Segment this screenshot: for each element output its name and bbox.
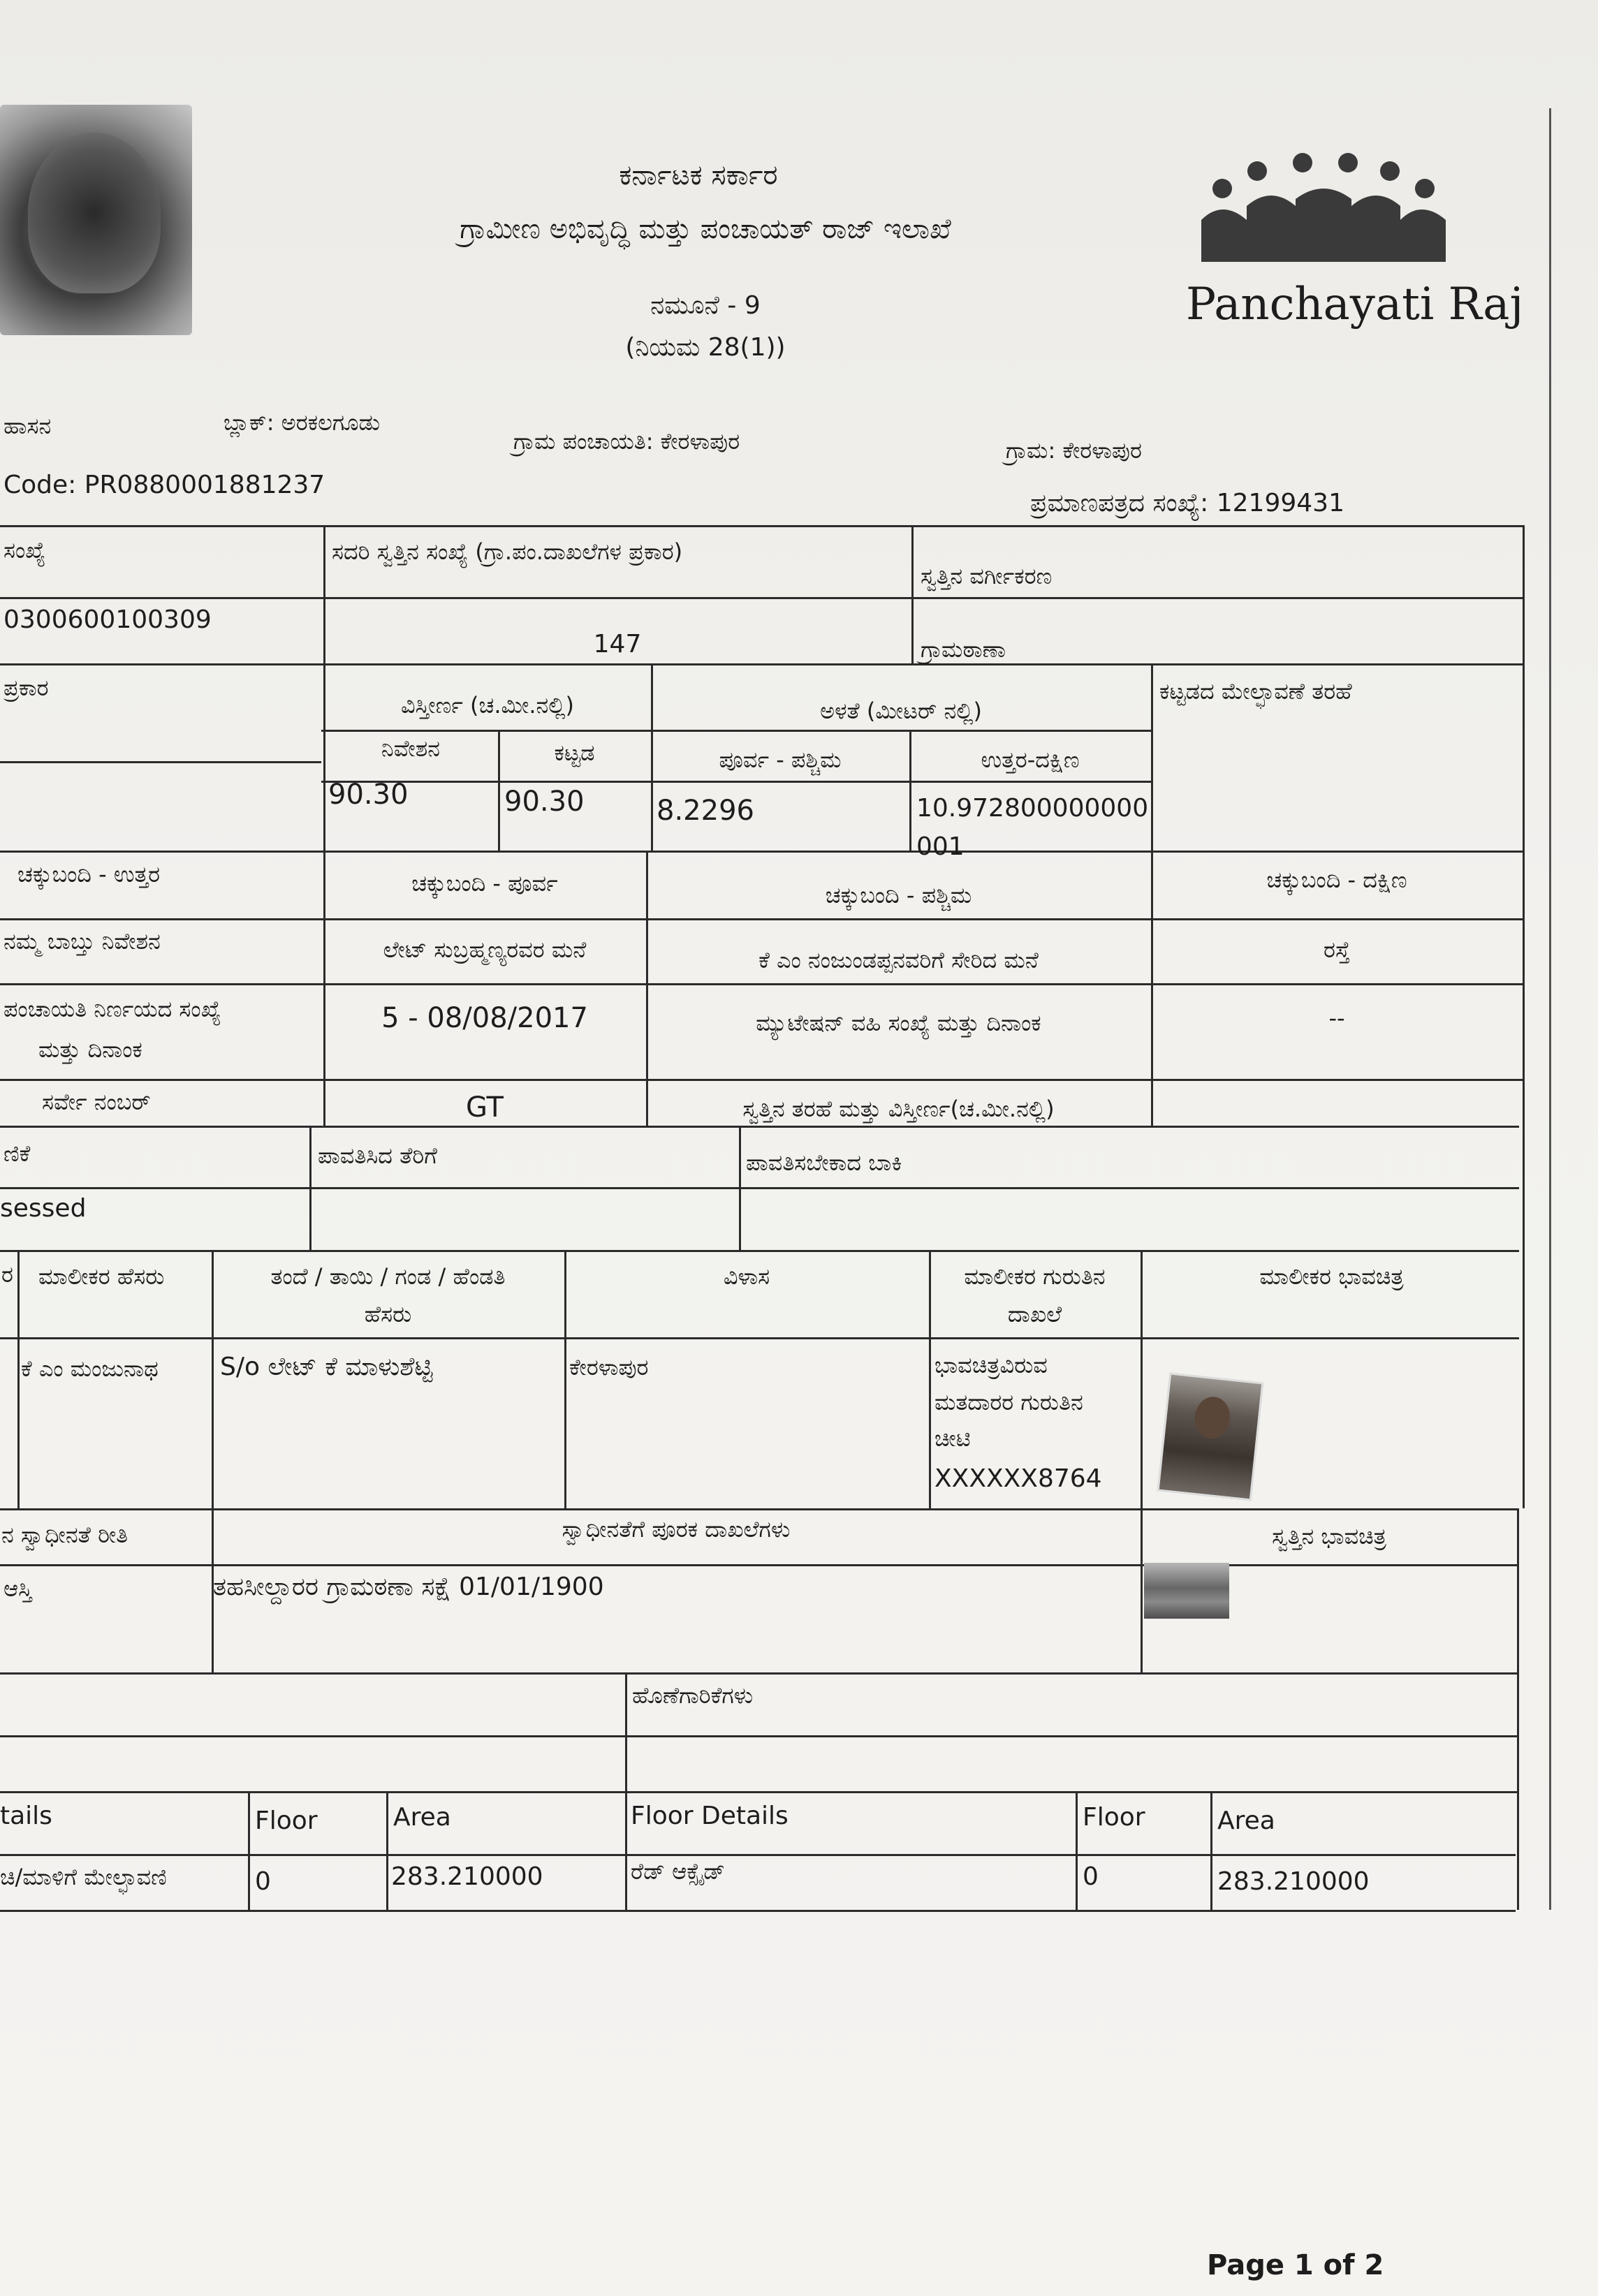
building-area-value: 90.30 bbox=[504, 786, 585, 818]
dept-title: ಗ್ರಾಮೀಣ ಅಭಿವೃದ್ಧಿ ಮತ್ತು ಪಂಚಾಯತ್ ರಾಜ್ ಇಲಾಖೆ bbox=[460, 213, 951, 245]
relation-label-2: ಹೆಸರು bbox=[364, 1301, 412, 1327]
floor-details-label-right: Floor Details bbox=[631, 1802, 789, 1830]
property-class-value: ಗ್ರಾಮಠಾಣಾ bbox=[921, 636, 1006, 663]
owner-relation: S/o ಲೇಟ್ ಕೆ ಮಾಳುಶೆಟ್ಟಿ bbox=[220, 1353, 433, 1381]
north-south-label: ಉತ್ತರ-ದಕ್ಷಿಣ bbox=[981, 746, 1080, 773]
building-label: ಕಟ್ಟಡ bbox=[554, 739, 595, 766]
rule-number: (ನಿಯಮ 28(1)) bbox=[625, 333, 786, 362]
boundary-south-label: ಚಕ್ಕುಬಂದಿ - ದಕ್ಷಿಣ bbox=[1266, 867, 1407, 893]
owner-photo-label: ಮಾಲೀಕರ ಭಾವಚಿತ್ರ bbox=[1259, 1263, 1404, 1290]
floor-details-label-left: tails bbox=[0, 1802, 52, 1830]
assessed-label: sessed bbox=[0, 1194, 87, 1223]
page-border bbox=[1549, 108, 1551, 1910]
village: ಗ್ರಾಮ: ಕೇರಳಾಪುರ bbox=[1006, 437, 1142, 464]
dimensions-label: ಅಳತೆ (ಮೀಟರ್ ನಲ್ಲಿ) bbox=[819, 698, 982, 724]
form-number: ನಮೂನೆ - 9 bbox=[650, 291, 761, 320]
roof-type-label: ಕಟ್ಟಡದ ಮೇಲ್ಛಾವಣೆ ತರಹೆ bbox=[1159, 678, 1352, 705]
area-label-left: Area bbox=[393, 1803, 451, 1832]
boundary-north-label: ಚಕ್ಕುಬಂದಿ - ಉತ್ತರ bbox=[17, 861, 161, 888]
boundary-west-value: ಕೆ ಎಂ ನಂಜುಂಡಪ್ಪನವರಿಗೆ ಸೇರಿದ ಮನೆ bbox=[758, 947, 1039, 973]
property-col-label: ಸಂಖ್ಯೆ bbox=[3, 537, 46, 564]
resolution-value: 5 - 08/08/2017 bbox=[381, 1002, 588, 1034]
govt-title: ಕರ್ನಾಟಕ ಸರ್ಕಾರ bbox=[619, 159, 778, 191]
north-south-value: 10.972800000000 bbox=[916, 794, 1149, 823]
panchayati-raj-logo-icon bbox=[1180, 150, 1460, 269]
area-value-right: 283.210000 bbox=[1217, 1867, 1370, 1896]
floor-label-right: Floor bbox=[1083, 1803, 1145, 1832]
boundary-east-label: ಚಕ್ಕುಬಂದಿ - ಪೂರ್ವ bbox=[411, 870, 558, 897]
floor-value-right: 0 bbox=[1083, 1862, 1099, 1891]
property-number: 0300600100309 bbox=[3, 605, 212, 634]
karnataka-emblem-icon bbox=[0, 105, 192, 335]
tax-balance-label: ಪಾವತಿಸಬೇಕಾದ ಬಾಕಿ bbox=[746, 1149, 902, 1176]
property-class-label: ಸ್ವತ್ತಿನ ವರ್ಗೀಕರಣ bbox=[921, 563, 1053, 589]
owner-id-3: ಚೀಟಿ bbox=[934, 1425, 971, 1452]
address-label: ವಿಳಾಸ bbox=[723, 1263, 770, 1290]
owner-id-1: ಭಾವಚಿತ್ರವಿರುವ bbox=[934, 1352, 1048, 1378]
page-number: Page 1 of 2 bbox=[1207, 2249, 1384, 2281]
property-photo-label: ಸ್ವತ್ತಿನ ಭಾವಚಿತ್ರ bbox=[1272, 1523, 1386, 1550]
mutation-label: ಮ್ಯುಟೇಷನ್ ವಹಿ ಸಂಖ್ಯೆ ಮತ್ತು ದಿನಾಂಕ bbox=[756, 1010, 1041, 1036]
area-value-left: 283.210000 bbox=[391, 1862, 543, 1891]
owner-name-label: ಮಾಲೀಕರ ಹೆಸರು bbox=[38, 1263, 165, 1290]
owner-id-label-2: ದಾಖಲೆ bbox=[1007, 1301, 1062, 1327]
tax-label: ಣಿಕೆ bbox=[3, 1140, 31, 1167]
gram-panchayat: ಗ್ರಾಮ ಪಂಚಾಯತಿ: ಕೇರಳಾಪುರ bbox=[513, 428, 740, 455]
district: ಹಾಸನ bbox=[3, 413, 52, 439]
owner-id-4: XXXXXX8764 bbox=[934, 1464, 1102, 1493]
site-area-value: 90.30 bbox=[328, 779, 409, 811]
owner-id-2: ಮತದಾರರ ಗುರುತಿನ bbox=[934, 1389, 1083, 1415]
survey-label: ಸರ್ವೇ ನಂಬರ್ bbox=[42, 1089, 151, 1115]
panchayati-raj-text: Panchayati Raj bbox=[1186, 279, 1524, 330]
east-west-label: ಪೂರ್ವ - ಪಶ್ಚಿಮ bbox=[719, 746, 842, 773]
serial-label: ರ bbox=[1, 1261, 13, 1288]
certificate-number: ಪ್ರಮಾಣಪತ್ರದ ಸಂಖ್ಯೆ: 12199431 bbox=[1030, 489, 1344, 517]
boundary-west-label: ಚಕ್ಕುಬಂದಿ - ಪಶ್ಚಿಮ bbox=[825, 882, 972, 908]
boundary-east-value: ಲೇಟ್ ಸುಬ್ರಹ್ಮಣ್ಯರವರ ಮನೆ bbox=[383, 936, 587, 963]
ownership-docs-value: ತಹಸೀಲ್ದಾರರ ಗ್ರಾಮಠಣಾ ಸಕ್ಷೆ 01/01/1900 bbox=[213, 1573, 604, 1601]
owner-photo bbox=[1157, 1372, 1263, 1501]
property-code: Code: PR0880001881237 bbox=[3, 471, 325, 499]
area-type-label: ಪ್ರಕಾರ bbox=[3, 675, 49, 701]
property-id-label: ಸದರಿ ಸ್ವತ್ತಿನ ಸಂಖ್ಯೆ (ಗ್ರಾ.ಪಂ.ದಾಖಲೆಗಳ ಪ್ರಕಾರ) bbox=[332, 538, 683, 565]
owner-name: ಕೆ ಎಂ ಮಂಜುನಾಥ bbox=[21, 1355, 159, 1382]
ownership-docs-label: ಸ್ವಾಧೀನತೆಗೆ ಪೂರಕ ದಾಖಲೆಗಳು bbox=[562, 1516, 791, 1543]
property-type-label: ಸ್ವತ್ತಿನ ತರಹೆ ಮತ್ತು ವಿಸ್ತೀರ್ಣ(ಚ.ಮೀ.ನಲ್ಲಿ) bbox=[742, 1096, 1055, 1122]
ownership-mode-label: ನ ಸ್ವಾಧೀನತೆ ರೀತಿ bbox=[1, 1522, 129, 1548]
resolution-label-2: ಮತ್ತು ದಿನಾಂಕ bbox=[38, 1036, 142, 1063]
floor-detail-right: ರೆಡ್ ಆಕ್ಸೈಡ್ bbox=[631, 1858, 726, 1885]
relation-label: ತಂದೆ / ತಾಯಿ / ಗಂಡ / ಹೆಂಡತಿ bbox=[270, 1263, 506, 1290]
site-label: ನಿವೇಶನ bbox=[381, 735, 441, 762]
tax-paid-label: ಪಾವತಿಸಿದ ತೆರಿಗೆ bbox=[318, 1142, 437, 1169]
owner-address: ಕೇರಳಾಪುರ bbox=[569, 1354, 649, 1381]
resolution-label: ಪಂಚಾಯತಿ ನಿರ್ಣಯದ ಸಂಖ್ಯೆ bbox=[3, 996, 221, 1022]
floor-label-left: Floor bbox=[255, 1806, 318, 1835]
ownership-mode-value: ಆಸ್ತಿ bbox=[3, 1575, 32, 1602]
owner-id-label: ಮಾಲೀಕರ ಗುರುತಿನ bbox=[964, 1263, 1106, 1290]
property-photo bbox=[1144, 1563, 1229, 1619]
block: ಬ್ಲಾಕ್: ಅರಕಲಗೂಡು bbox=[223, 409, 381, 436]
survey-value: GT bbox=[465, 1091, 504, 1124]
area-label-right: Area bbox=[1217, 1806, 1275, 1835]
extent-label: ವಿಸ್ತೀರ್ಣ (ಚ.ಮೀ.ನಲ್ಲಿ) bbox=[401, 692, 574, 719]
boundary-south-value: ರಸ್ತೆ bbox=[1324, 936, 1350, 963]
gp-property-number: 147 bbox=[593, 630, 642, 658]
floor-value-left: 0 bbox=[255, 1867, 271, 1896]
north-south-value-cont: 001 bbox=[916, 832, 965, 861]
east-west-value: 8.2296 bbox=[657, 795, 754, 827]
mutation-value: -- bbox=[1328, 1005, 1345, 1031]
floor-detail-left: ಚಿ/ಮಾಳಿಗೆ ಮೇಲ್ಛಾವಣಿ bbox=[0, 1864, 167, 1890]
liabilities-label: ಹೊಣೆಗಾರಿಕೆಗಳು bbox=[632, 1682, 754, 1709]
boundary-north-value: ನಮ್ಮ ಬಾಬ್ತು ನಿವೇಶನ bbox=[3, 928, 161, 955]
